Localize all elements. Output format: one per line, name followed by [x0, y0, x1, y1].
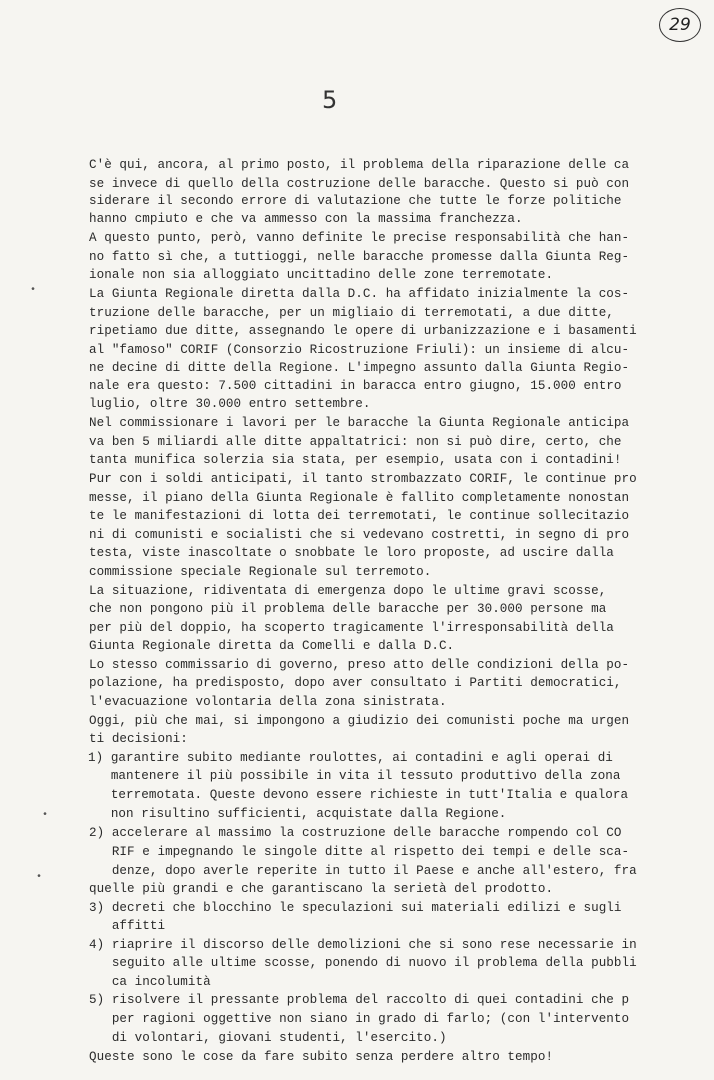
text-line: te le manifestazioni di lotta dei terremotati, le continue sollecitazio: [89, 509, 630, 523]
text-line: ca incolumità: [89, 975, 211, 989]
text-line: La situazione, ridiventata di emergenza dopo le ultime gravi scosse,: [89, 584, 607, 598]
text-line: polazione, ha predisposto, dopo aver consultato i Partiti democratici,: [89, 676, 622, 690]
text-line: l'evacuazione volontaria della zona sinistrata.: [89, 695, 447, 709]
text-line: Pur con i soldi anticipati, il tanto strombazzato CORIF, le continue pro: [89, 472, 637, 486]
text-line: di volontari, giovani studenti, l'esercito.): [89, 1031, 447, 1045]
text-line: A questo punto, però, vanno definite le precise responsabilità che han-: [89, 231, 630, 245]
text-line: siderare il secondo errore di valutazione che tutte le forze politiche: [89, 194, 622, 208]
text-line: va ben 5 miliardi alle ditte appaltatrici: non si può dire, certo, che: [89, 435, 622, 449]
text-line: ti decisioni:: [89, 732, 188, 746]
text-line: 2) accelerare al massimo la costruzione delle baracche rompendo col CO: [89, 826, 622, 840]
text-line: ionale non sia alloggiato uncittadino delle zone terremotate.: [89, 268, 554, 282]
text-line: al "famoso" CORIF (Consorzio Ricostruzione Friuli): un insieme di alcu-: [89, 343, 630, 357]
text-line: per più del doppio, ha scoperto tragicamente l'irresponsabilità della: [89, 621, 614, 635]
text-line: truzione delle baracche, per un migliaio di terremotati, a due ditte,: [89, 306, 614, 320]
text-line: Giunta Regionale diretta da Comelli e dalla D.C.: [89, 639, 455, 653]
text-line: La Giunta Regionale diretta dalla D.C. ha affidato inizialmente la cos-: [89, 287, 630, 301]
text-line: Lo stesso commissario di governo, preso atto delle condizioni della po-: [89, 658, 630, 672]
page-number: 5: [322, 86, 338, 114]
text-line: luglio, oltre 30.000 entro settembre.: [89, 397, 371, 411]
text-line: Nel commissionare i lavori per le baracche la Giunta Regionale anticipa: [89, 416, 630, 430]
archive-page-stamp: 29: [659, 8, 701, 42]
text-line: no fatto sì che, a tuttioggi, nelle baracche promesse dalla Giunta Reg-: [89, 250, 630, 264]
text-line: messe, il piano della Giunta Regionale è fallito completamente nonostan: [89, 491, 630, 505]
margin-mark: •: [30, 285, 37, 296]
text-line: Oggi, più che mai, si impongono a giudizio dei comunisti poche ma urgen: [89, 714, 630, 728]
text-line: per ragioni oggettive non siano in grado di farlo; (con l'intervento: [89, 1012, 630, 1026]
text-line: 3) decreti che blocchino le speculazioni sui materiali edilizi e sugli: [89, 901, 622, 915]
text-line: quelle più grandi e che garantiscano la serietà del prodotto.: [89, 882, 554, 896]
margin-mark: •: [36, 872, 43, 883]
text-line: hanno cmpiuto e che va ammesso con la massima franchezza.: [89, 212, 523, 226]
text-line: non risultino sufficienti, acquistate dalla Regione.: [88, 807, 507, 821]
text-line: tanta munifica solerzia sia stata, per esempio, usata con i contadini!: [89, 453, 622, 467]
text-line: denze, dopo averle reperite in tutto il Paese e anche all'estero, fra: [89, 864, 637, 878]
text-line: 1) garantire subito mediante roulottes, ai contadini e agli operai di: [88, 751, 613, 765]
text-line: nale era questo: 7.500 cittadini in baracca entro giugno, 15.000 entro: [89, 379, 622, 393]
text-line: 5) risolvere il pressante problema del raccolto di quei contadini che p: [89, 993, 630, 1007]
text-line: C'è qui, ancora, al primo posto, il problema della riparazione delle ca: [89, 158, 630, 172]
text-line: commissione speciale Regionale sul terremoto.: [89, 565, 432, 579]
text-line: Queste sono le cose da fare subito senza perdere altro tempo!: [89, 1050, 554, 1064]
text-line: se invece di quello della costruzione delle baracche. Questo si può con: [89, 177, 630, 191]
text-line: seguito alle ultime scosse, ponendo di nuovo il problema della pubbli: [89, 956, 637, 970]
text-line: RIF e impegnando le singole ditte al rispetto dei tempi e delle sca-: [89, 845, 630, 859]
margin-mark: •: [42, 810, 49, 821]
text-line: ne decine di ditte della Regione. L'impegno assunto dalla Giunta Regio-: [89, 361, 630, 375]
text-line: ripetiamo due ditte, assegnando le opere di urbanizzazione e i basamenti: [89, 324, 637, 338]
text-line: mantenere il più possibile in vita il tessuto produttivo della zona: [88, 769, 621, 783]
text-line: affitti: [89, 919, 166, 933]
text-line: che non pongono più il problema delle baracche per 30.000 persone ma: [89, 602, 607, 616]
text-line: terremotata. Queste devono essere richieste in tutt'Italia e qualora: [88, 788, 629, 802]
text-line: testa, viste inascoltate o snobbate le loro proposte, ad uscire dalla: [89, 546, 614, 560]
text-line: 4) riaprire il discorso delle demolizioni che si sono rese necessarie in: [89, 938, 637, 952]
text-line: ni di comunisti e socialisti che si vedevano costretti, in segno di pro: [89, 528, 630, 542]
